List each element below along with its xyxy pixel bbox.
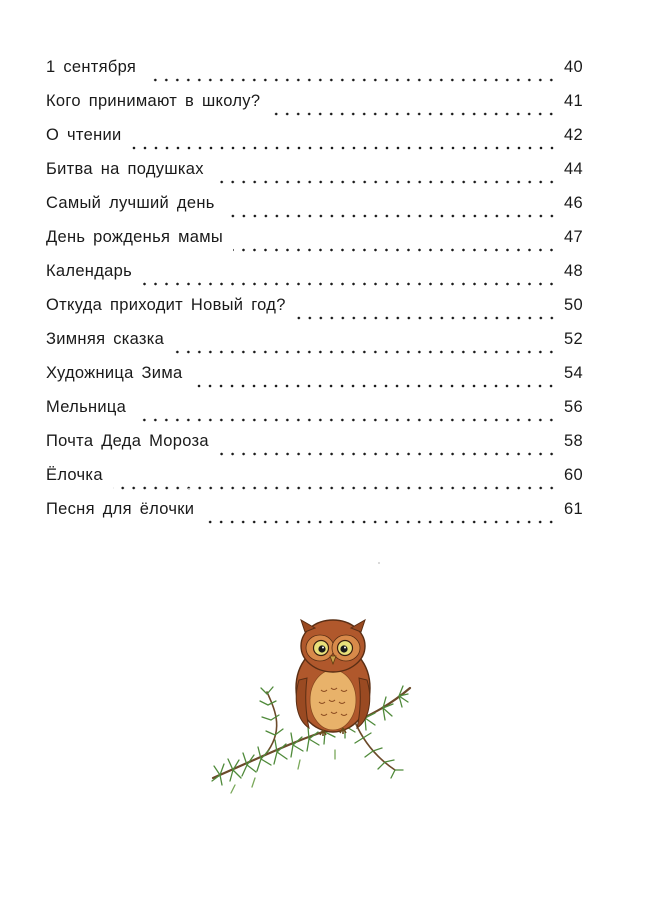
toc-dot-leader bbox=[270, 112, 557, 116]
toc-entry-title: Кого принимают в школу? bbox=[46, 92, 261, 110]
toc-dot-leader bbox=[146, 78, 557, 82]
owl bbox=[296, 620, 370, 736]
toc-dot-leader bbox=[132, 146, 557, 150]
toc-dot-leader bbox=[136, 418, 557, 422]
toc-entry[interactable] bbox=[46, 364, 583, 398]
toc-dot-leader bbox=[113, 486, 557, 490]
toc-entry-page: 41 bbox=[564, 92, 583, 110]
toc-entry[interactable] bbox=[46, 228, 583, 262]
toc-entry-title: День рожденья мамы bbox=[46, 228, 224, 246]
toc-entry[interactable] bbox=[46, 296, 583, 330]
page-speck bbox=[188, 488, 190, 490]
toc-entry-page: 58 bbox=[564, 432, 583, 450]
toc-entry-page: 48 bbox=[564, 262, 583, 280]
page-speck bbox=[378, 562, 380, 564]
toc-entry-page: 44 bbox=[564, 160, 583, 178]
toc-entry-title: Самый лучший день bbox=[46, 194, 215, 212]
toc-entry-page: 56 bbox=[564, 398, 583, 416]
toc-entry-page: 42 bbox=[564, 126, 583, 144]
toc-entry[interactable] bbox=[46, 160, 583, 194]
toc-dot-leader bbox=[233, 248, 557, 252]
toc-entry[interactable] bbox=[46, 432, 583, 466]
toc-entry-page: 50 bbox=[564, 296, 583, 314]
toc-entry[interactable] bbox=[46, 466, 583, 500]
toc-entry-title: Песня для ёлочки bbox=[46, 500, 195, 518]
toc-dot-leader bbox=[192, 384, 557, 388]
toc-dot-leader bbox=[219, 452, 557, 456]
toc-entry[interactable] bbox=[46, 262, 583, 296]
toc-entry-page: 60 bbox=[564, 466, 583, 484]
toc-entry[interactable] bbox=[46, 194, 583, 228]
toc-entry-page: 47 bbox=[564, 228, 583, 246]
toc-entry-page: 54 bbox=[564, 364, 583, 382]
toc-dot-leader bbox=[142, 282, 557, 286]
toc-dot-leader bbox=[204, 520, 557, 524]
toc-entry-title: Зимняя сказка bbox=[46, 330, 165, 348]
toc-entry-title: 1 сентября bbox=[46, 58, 137, 76]
toc-entry[interactable] bbox=[46, 330, 583, 364]
toc-entry-title: Откуда приходит Новый год? bbox=[46, 296, 286, 314]
toc-entry-title: Почта Деда Мороза bbox=[46, 432, 209, 450]
toc-entry-title: Битва на подушках bbox=[46, 160, 204, 178]
toc-entry-page: 46 bbox=[564, 194, 583, 212]
toc-entry-title: Мельница bbox=[46, 398, 127, 416]
toc-entry[interactable] bbox=[46, 398, 583, 432]
toc-dot-leader bbox=[214, 180, 557, 184]
toc-entry-title: Художница Зима bbox=[46, 364, 183, 382]
owl-on-fir-branch-icon bbox=[205, 610, 420, 800]
toc-entry[interactable] bbox=[46, 58, 583, 92]
toc-entry-title: Ёлочка bbox=[46, 466, 103, 484]
toc-dot-leader bbox=[296, 316, 557, 320]
toc-entry[interactable] bbox=[46, 500, 583, 534]
toc-entry[interactable] bbox=[46, 126, 583, 160]
toc-entry[interactable] bbox=[46, 92, 583, 126]
toc-entry-page: 40 bbox=[564, 58, 583, 76]
toc-entry-title: О чтении bbox=[46, 126, 122, 144]
toc-dot-leader bbox=[225, 214, 557, 218]
toc-entry-page: 52 bbox=[564, 330, 583, 348]
table-of-contents bbox=[46, 58, 583, 534]
toc-entry-page: 61 bbox=[564, 500, 583, 518]
toc-entry-title: Календарь bbox=[46, 262, 132, 280]
toc-dot-leader bbox=[174, 350, 557, 354]
